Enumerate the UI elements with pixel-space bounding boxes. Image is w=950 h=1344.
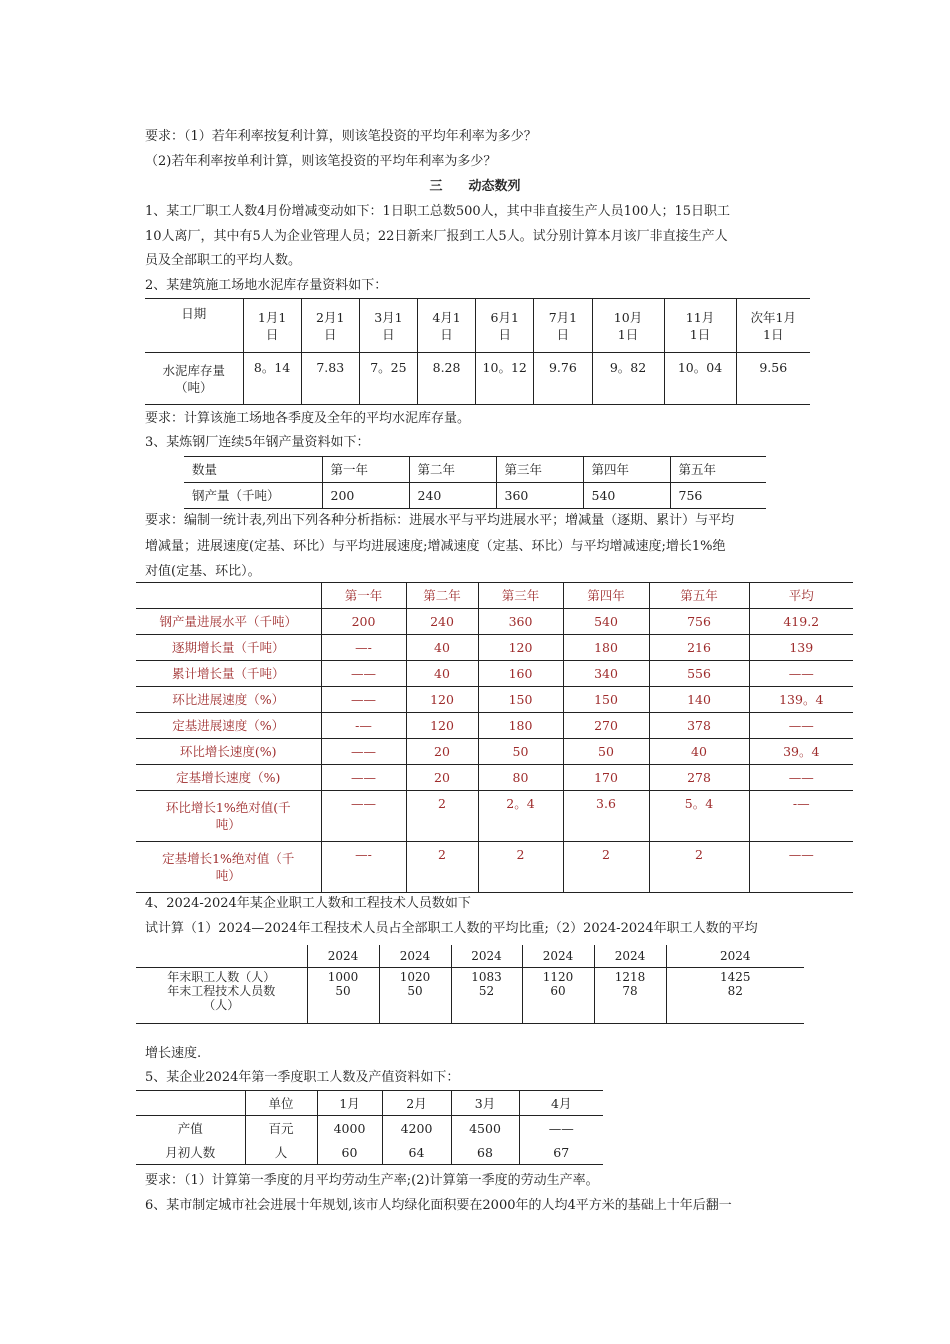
table-cell: 2024 [666, 945, 804, 968]
table-cell: 2 [406, 791, 478, 842]
table-cell: 60 [317, 1140, 382, 1165]
table-cell: 定基增长速度（%) [136, 765, 321, 791]
table-cell: 数量 [184, 457, 322, 483]
question-6: 6、某市制定城市社会进展十年规划,该市人均绿化面积要在2000年的人均4平方米的基础上十年后翻一 [145, 1198, 732, 1213]
table-cell: 4000 [317, 1116, 382, 1141]
table-cell: 2 [406, 842, 478, 893]
table-cell: 240 [406, 609, 478, 635]
table-cell: 270 [563, 713, 649, 739]
table-cell: 2月 [382, 1091, 451, 1116]
output-table [136, 1090, 603, 1165]
table-cell: 1083 52 [451, 968, 522, 1024]
table-cell: 第一年 [321, 583, 406, 609]
table-cell: 第三年 [478, 583, 563, 609]
table-cell: 67 [519, 1140, 603, 1165]
table-cell: —- [321, 842, 406, 893]
table-cell: 360 [478, 609, 563, 635]
table-cell: 360 [496, 483, 583, 509]
table-cell: 2。4 [478, 791, 563, 842]
table-cell: 7月1 日 [534, 299, 592, 353]
table-cell: 4月 [519, 1091, 603, 1116]
table-cell: 20 [406, 765, 478, 791]
table-cell: 556 [649, 661, 749, 687]
table-cell: 5。4 [649, 791, 749, 842]
table-cell: 1218 78 [594, 968, 666, 1024]
table-cell: —— [321, 791, 406, 842]
table-cell: 2024 [522, 945, 594, 968]
question-3: 3、某炼钢厂连续5年钢产量资料如下： [145, 435, 370, 450]
table-cell: 150 [478, 687, 563, 713]
table-cell: 160 [478, 661, 563, 687]
table-cell: 278 [649, 765, 749, 791]
table-cell: 120 [478, 635, 563, 661]
table-cell: —— [749, 661, 853, 687]
question-4: 增长速度. [145, 1046, 202, 1061]
table-cell: 10月 1日 [592, 299, 664, 353]
table-cell: 第二年 [409, 457, 496, 483]
table-cell: -— [749, 791, 853, 842]
requirement: 增减量；进展速度(定基、环比）与平均进展速度;增减速度（定基、环比）与平均增减速度;增长1%绝 [145, 539, 726, 554]
table-row [136, 635, 853, 661]
table-cell: —— [749, 713, 853, 739]
table-cell: 累计增长量（千吨） [136, 661, 321, 687]
table-cell: 120 [406, 687, 478, 713]
table-cell: 2 [563, 842, 649, 893]
table-cell: 40 [649, 739, 749, 765]
table-cell: 378 [649, 713, 749, 739]
table-cell: 2 [478, 842, 563, 893]
table-cell: 2024 [307, 945, 379, 968]
table-cell: 4500 [451, 1116, 519, 1141]
table-cell: 9。82 [592, 353, 664, 405]
table-cell: 1120 60 [522, 968, 594, 1024]
table-cell: 40 [406, 635, 478, 661]
table-cell: 第五年 [670, 457, 766, 483]
table-cell: 8。14 [243, 353, 301, 405]
question-4: 4、2024-2024年某企业职工人数和工程技术人员数如下 [145, 896, 471, 911]
section-title: 三 动态数列 [429, 179, 521, 194]
table-cell: 11月 1日 [664, 299, 736, 353]
table-cell: 140 [649, 687, 749, 713]
question-4: 试计算（1）2024—2024年工程技术人员占全部职工人数的平均比重;（2）2024-2024年职工人数的平均 [145, 921, 758, 936]
table-cell: 340 [563, 661, 649, 687]
table-cell: 8.28 [417, 353, 475, 405]
table-cell: 4200 [382, 1116, 451, 1141]
question-1: 员及全部职工的平均人数。 [145, 253, 302, 268]
table-cell: 百元 [245, 1116, 317, 1141]
table-cell: 单位 [245, 1091, 317, 1116]
table-cell: 64 [382, 1140, 451, 1165]
table-cell: 2024 [594, 945, 666, 968]
table-cell: 月初人数 [165, 1144, 216, 1160]
cement-stock-table [145, 298, 810, 405]
table-cell: 第二年 [406, 583, 478, 609]
table-cell: 540 [583, 483, 670, 509]
table-cell: 环比进展速度（%） [136, 687, 321, 713]
table-cell: 2024 [379, 945, 451, 968]
table-row [136, 713, 853, 739]
table-cell: 第三年 [496, 457, 583, 483]
table-cell: 180 [478, 713, 563, 739]
table-cell: —— [749, 765, 853, 791]
table-cell: 第四年 [563, 583, 649, 609]
table-cell: 平均 [749, 583, 853, 609]
table-row [136, 661, 853, 687]
table-cell: 216 [649, 635, 749, 661]
table-cell: 240 [409, 483, 496, 509]
table-cell: 3月1 日 [359, 299, 417, 353]
table-cell: 第四年 [583, 457, 670, 483]
requirement: 要求：编制一统计表,列出下列各种分析指标：进展水平与平均进展水平；增减量（逐期、累计）与平均 [145, 513, 735, 528]
requirement: 对值(定基、环比）。 [145, 564, 261, 579]
table-cell: 10。04 [664, 353, 736, 405]
table-cell: 39。4 [749, 739, 853, 765]
table-cell: 170 [563, 765, 649, 791]
table-row [136, 791, 853, 842]
table-cell: 第五年 [649, 583, 749, 609]
table-cell: 定基进展速度（%） [136, 713, 321, 739]
table-row [136, 609, 853, 635]
text-line: 要求：（1）若年利率按复利计算，则该笔投资的平均年利率为多少？ [145, 129, 537, 144]
table-cell: 120 [406, 713, 478, 739]
table-cell: 定基增长1%绝对值（千 吨） [136, 842, 321, 893]
requirement: 要求：计算该施工场地各季度及全年的平均水泥库存量。 [145, 411, 471, 426]
table-cell: 9.76 [534, 353, 592, 405]
table-cell: 40 [406, 661, 478, 687]
table-cell: 2024 [451, 945, 522, 968]
table-cell [136, 1091, 245, 1116]
table-cell: 1月1 日 [243, 299, 301, 353]
table-cell: 7。25 [359, 353, 417, 405]
table-cell: 环比增长速度(%) [136, 739, 321, 765]
table-cell: —— [321, 687, 406, 713]
table-cell: 3月 [451, 1091, 519, 1116]
table-cell: 50 [563, 739, 649, 765]
table-cell: 10。12 [476, 353, 534, 405]
table-cell: 200 [322, 483, 409, 509]
table-cell: 1月 [317, 1091, 382, 1116]
table-cell: 756 [670, 483, 766, 509]
table-cell: 1020 50 [379, 968, 451, 1024]
table-cell: 环比增长1%绝对值(千 吨） [136, 791, 321, 842]
table-cell: 第一年 [322, 457, 409, 483]
analysis-table [136, 582, 853, 893]
table-cell: 7.83 [301, 353, 359, 405]
table-row [136, 687, 853, 713]
table-cell: 68 [451, 1140, 519, 1165]
table-cell: 4月1 日 [417, 299, 475, 353]
table-row [136, 842, 853, 893]
table-cell: 钢产量（千吨） [192, 488, 280, 503]
table-cell: —— [321, 739, 406, 765]
table-cell: 水泥库存量 （吨） [162, 362, 225, 395]
table-cell: —— [519, 1116, 603, 1141]
table-cell: 540 [563, 609, 649, 635]
steel-output-table [184, 456, 766, 509]
text-line: （2)若年利率按单利计算，则该笔投资的平均年利率为多少？ [145, 154, 497, 169]
table-cell: 419.2 [749, 609, 853, 635]
question-5: 5、某企业2024年第一季度职工人数及产值资料如下： [145, 1070, 460, 1085]
table-cell: 200 [321, 609, 406, 635]
table-cell: —- [321, 635, 406, 661]
table-cell: 人 [245, 1140, 317, 1165]
table-cell: 钢产量进展水平（千吨） [136, 609, 321, 635]
table-cell: 50 [478, 739, 563, 765]
table-cell: 80 [478, 765, 563, 791]
table-cell: 139 [749, 635, 853, 661]
table-cell: 139。4 [749, 687, 853, 713]
table-cell: -— [321, 713, 406, 739]
question-2: 2、某建筑施工场地水泥库存量资料如下： [145, 278, 388, 293]
table-cell: 逐期增长量（千吨） [136, 635, 321, 661]
table-cell: —— [749, 842, 853, 893]
table-cell: 3.6 [563, 791, 649, 842]
requirement: 要求：（1）计算第一季度的月平均劳动生产率;(2)计算第一季度的劳动生产率。 [145, 1173, 599, 1188]
table-cell: 年末职工人数（人） 年末工程技术人员数 （人） [167, 970, 276, 1012]
table-cell: 次年1月 1日 [736, 299, 810, 353]
table-cell [136, 945, 307, 968]
table-cell: 180 [563, 635, 649, 661]
table-cell: 756 [649, 609, 749, 635]
table-cell: 150 [563, 687, 649, 713]
staff-table [136, 945, 804, 1024]
table-cell: 1000 50 [307, 968, 379, 1024]
table-header-row [136, 583, 853, 609]
question-1: 1、某工厂职工人数4月份增减变动如下：1日职工总数500人，其中非直接生产人员100人；15日职工 [145, 204, 730, 219]
table-cell: 1425 82 [666, 968, 804, 1024]
table-cell: 2月1 日 [301, 299, 359, 353]
table-cell: 2 [649, 842, 749, 893]
table-cell: 6月1 日 [476, 299, 534, 353]
table-cell: 9.56 [736, 353, 810, 405]
table-row [136, 765, 853, 791]
table-cell: 产值 [177, 1120, 203, 1136]
table-cell: —— [321, 765, 406, 791]
table-cell [136, 583, 321, 609]
table-cell: 日期 [145, 299, 243, 353]
table-cell: 20 [406, 739, 478, 765]
table-cell: —— [321, 661, 406, 687]
table-row [136, 739, 853, 765]
question-1: 10人离厂，其中有5人为企业管理人员；22日新来厂报到工人5人。试分别计算本月该厂非直接生产人 [145, 229, 728, 244]
